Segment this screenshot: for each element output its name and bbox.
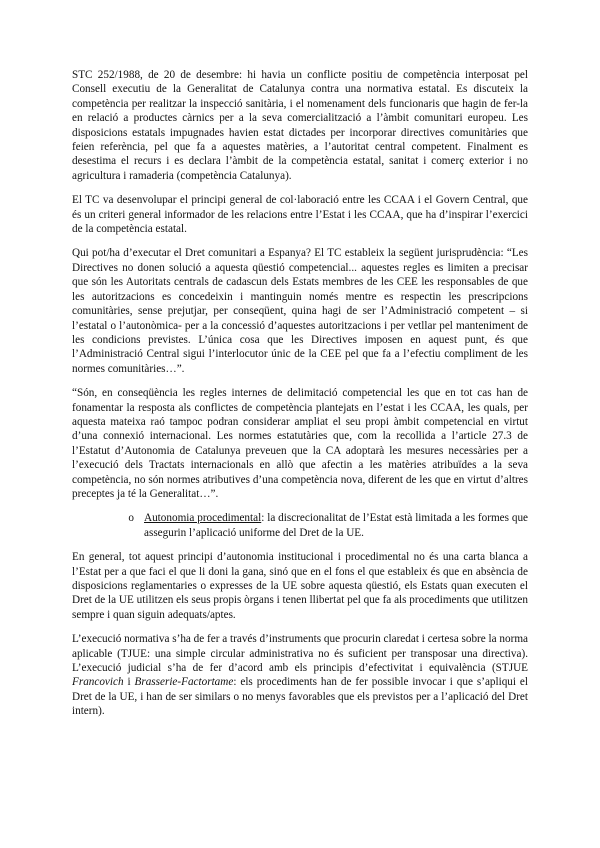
- text-segment: : els procediments han de fer possible invocar i que s’apliqui el Dret de la UE, i han de ser similars o no menys favorables que els previstos per a l’aplicació del Dret intern).: [72, 676, 528, 718]
- bullet-marker: o: [128, 512, 134, 525]
- paragraph-jurisprudence-quote: Qui pot/ha d’executar el Dret comunitari a Espanya? El TC estableix la següent jurisprudència: “Les Directives no donen solució a aquesta qüestió competencial... aquestes regles es limiten a precisar que són les Autoritats centrals de cadascun dels Estats membres de les CEE les responsables de que les autoritzacions es concedeixin i mantinguin només mentre es respectin les prescripcions comunitàries, sense prejutjar, per conseqüent, quina hagi de ser l’Administració competent – si l’estatal o l’autonòmica- per a la concessió d’aquestes autoritzacions i per vetllar pel manteniment de les condicions previstes. L’única cosa que les Directives imposen en aquest punt, és que l’Administració Central sigui l’interlocutor únic de la CEE pel que fa a l’efectiu compliment de les normes comunitàries…”.: [72, 247, 528, 375]
- bullet-text: [144, 511, 528, 540]
- text-segment: i: [123, 676, 135, 689]
- paragraph-institutional-autonomy: En general, tot aquest principi d’autonomia institucional i procedimental no és una carta blanca a l’Estat per a que faci el que li doni la gana, sinó que en el fons el que estableix és que en absència de disposicions reglamentaries o expresses de la UE sobre aquesta qüestió, els Estats quan executen el Dret de la UE utilitzen els seus propis òrgans i tenen llibertat pel que fa als procediments que utilitzen sempre i quan siguin adequats/aptes.: [72, 551, 528, 621]
- bullet-procedural-autonomy: [72, 511, 528, 540]
- paragraph-internal-rules-quote: “Són, en conseqüència les regles internes de delimitació competencial les que en tot cas han de fonamentar la resposta als conflictes de competència plantejats en l’estat i les CCAA, les quals, per aquesta mateixa raó tampoc podran considerar ampliat el seu propi àmbit competencial en virtut d’una connexió internacional. Les normes estatutàries que, com la recollida a l’article 27.3 de l’Estatut d’Autonomia de Catalunya preveuen que la CA adoptarà les mesures necessàries per a l’execució dels Tractats internacionals en allò que afectin a les matèries atribuïdes a la seva competència, no són normes atributives d’una competència nova, diferent de les que en virtut d’altres preceptes ja té la Generalitat…”.: [72, 387, 528, 500]
- case-name-brasserie: Brasserie-Factortame: [134, 676, 234, 689]
- paragraph-collaboration-principle: El TC va desenvolupar el principi general de col·laboració entre les CCAA i el Govern Central, que és un criteri general informador de les relacions entre l’Estat i les CCAA, que ha d’inspirar l’exercici de la competència estatal.: [72, 194, 528, 236]
- text-segment: L’execució normativa s’ha de fer a través d’instruments que procurin claredat i certesa sobre la norma aplicable (TJUE: una simple circular administrativa no és suficient per transposar una directiva). L’execució judicial s’ha de fer d’acord amb els principis d’efectivitat i equivalència (STJUE: [72, 633, 528, 675]
- case-name-francovich: Francovich: [72, 676, 124, 689]
- paragraph-stc-252-1988: STC 252/1988, de 20 de desembre: hi havia un conflicte positiu de competència interposat pel Consell executiu de la Generalitat de Catalunya contra una normativa estatal. Es discuteix la competència per realitzar la inspecció sanitària, i el nomenament dels funcionaris que hagin de fer-la en relació a productes càrnics per a la seva comercialització a l’àmbit comunitari europeu. Les disposicions estatals impugnades havien estat dictades per incorporar directives comunitàries que feien referència, pel que fa a aquestes matèries, a l’autoritat central competent. Finalment es desestima el recurs i es declara l’àmbit de la competència estatal, sanitat i comerç exterior i no agricultura i ramaderia (competència Catalunya).: [72, 69, 528, 182]
- bullet-description: : la discrecionalitat de l’Estat està limitada a les formes que assegurin l’aplicació uniforme del Dret de la UE.: [144, 512, 529, 539]
- document-page: [72, 68, 528, 729]
- paragraph-normative-execution: [72, 632, 528, 718]
- bullet-term: Autonomia procedimental: [144, 512, 262, 525]
